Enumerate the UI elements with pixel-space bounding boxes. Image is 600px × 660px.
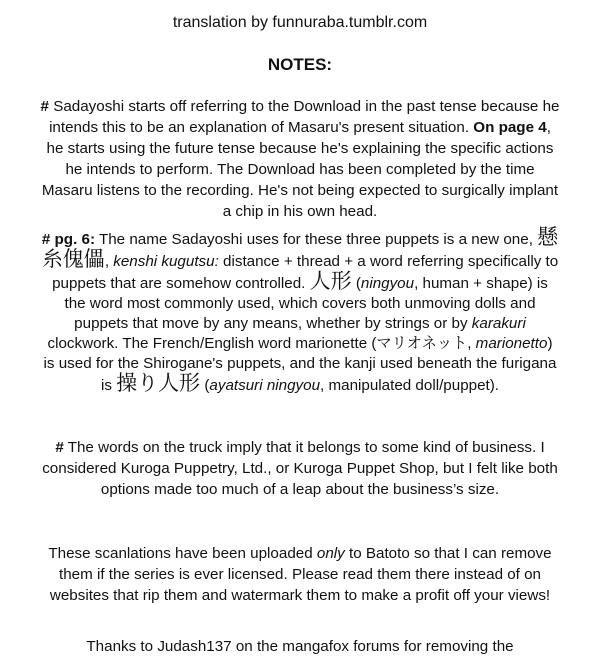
note-text: , manipulated doll/puppet). <box>320 377 500 394</box>
note-text: The name Sadayoshi uses for these three puppets is a new one, <box>95 231 538 248</box>
note-download-tense <box>40 96 560 222</box>
note-text: ) is used for the Shirogane's puppets, and the kanji used beneath the furigana is <box>43 335 557 394</box>
romaji-term: ningyou <box>360 275 415 292</box>
note-text: distance + thread + a word referring specifically to puppets that are somehow controlled. <box>52 253 559 292</box>
note-puppet-names <box>40 228 560 396</box>
note-text: Thanks to Judash137 on the mangafox forums for removing the <box>86 638 514 655</box>
note-bold-ref: # pg. 6: <box>41 231 96 248</box>
note-text: These scanlations have been uploaded <box>48 545 317 562</box>
kanji-term: 懸糸傀儡 <box>41 226 559 271</box>
translator-credit: translation by funnuraba.tumblr.com <box>172 14 428 31</box>
emphasis-word: only <box>316 545 345 562</box>
romaji-term: marionetto <box>475 335 548 352</box>
romaji-term: ayatsuri ningyou <box>209 377 321 394</box>
note-text: The words on the truck imply that it belongs to some kind of business. I considered Kuroga Puppetry, Ltd., or Kuroga Puppet Shop, but I felt like both options made too much of a leap about the business’s size. <box>42 439 558 498</box>
kanji-term: 人形 <box>309 270 352 293</box>
note-text: Sadayoshi starts off referring to the Download in the past tense because he intends this to be an explanation of Masaru's present situation. <box>48 98 560 136</box>
kanji-term: 操り人形 <box>116 372 201 395</box>
note-text: to Batoto so that I can remove them if the series is ever licensed. Please read them there instead of on websites that rip them and watermark them to make a profit off your views! <box>49 545 552 604</box>
romaji-term: kenshi kugutsu: <box>113 253 219 270</box>
note-text: , human + shape) is the word most commonly used, which covers both unmoving dolls and puppets that move by any means, whether by strings or by <box>64 275 548 332</box>
note-thanks <box>40 636 560 657</box>
note-scanlation-notice <box>40 543 560 606</box>
note-text: , <box>104 253 114 270</box>
note-marker: # <box>55 439 64 456</box>
note-bold-ref: On page 4 <box>473 119 547 136</box>
note-text: ( <box>200 377 210 394</box>
note-truck-words <box>40 437 560 500</box>
note-text: , he starts using the future tense because he's explaining the specific actions he intends to perform. The Download has been completed by the time Masaru listens to the recording. He's not being expected to surgically implant a chip in his own head. <box>41 119 559 220</box>
romaji-term: karakuri <box>471 315 526 332</box>
note-text: ( <box>351 275 361 292</box>
note-text: clockwork. The French/English word marionette (マリオネット, <box>47 335 476 352</box>
notes-heading: NOTES: <box>267 55 333 74</box>
note-marker: # <box>40 98 49 115</box>
